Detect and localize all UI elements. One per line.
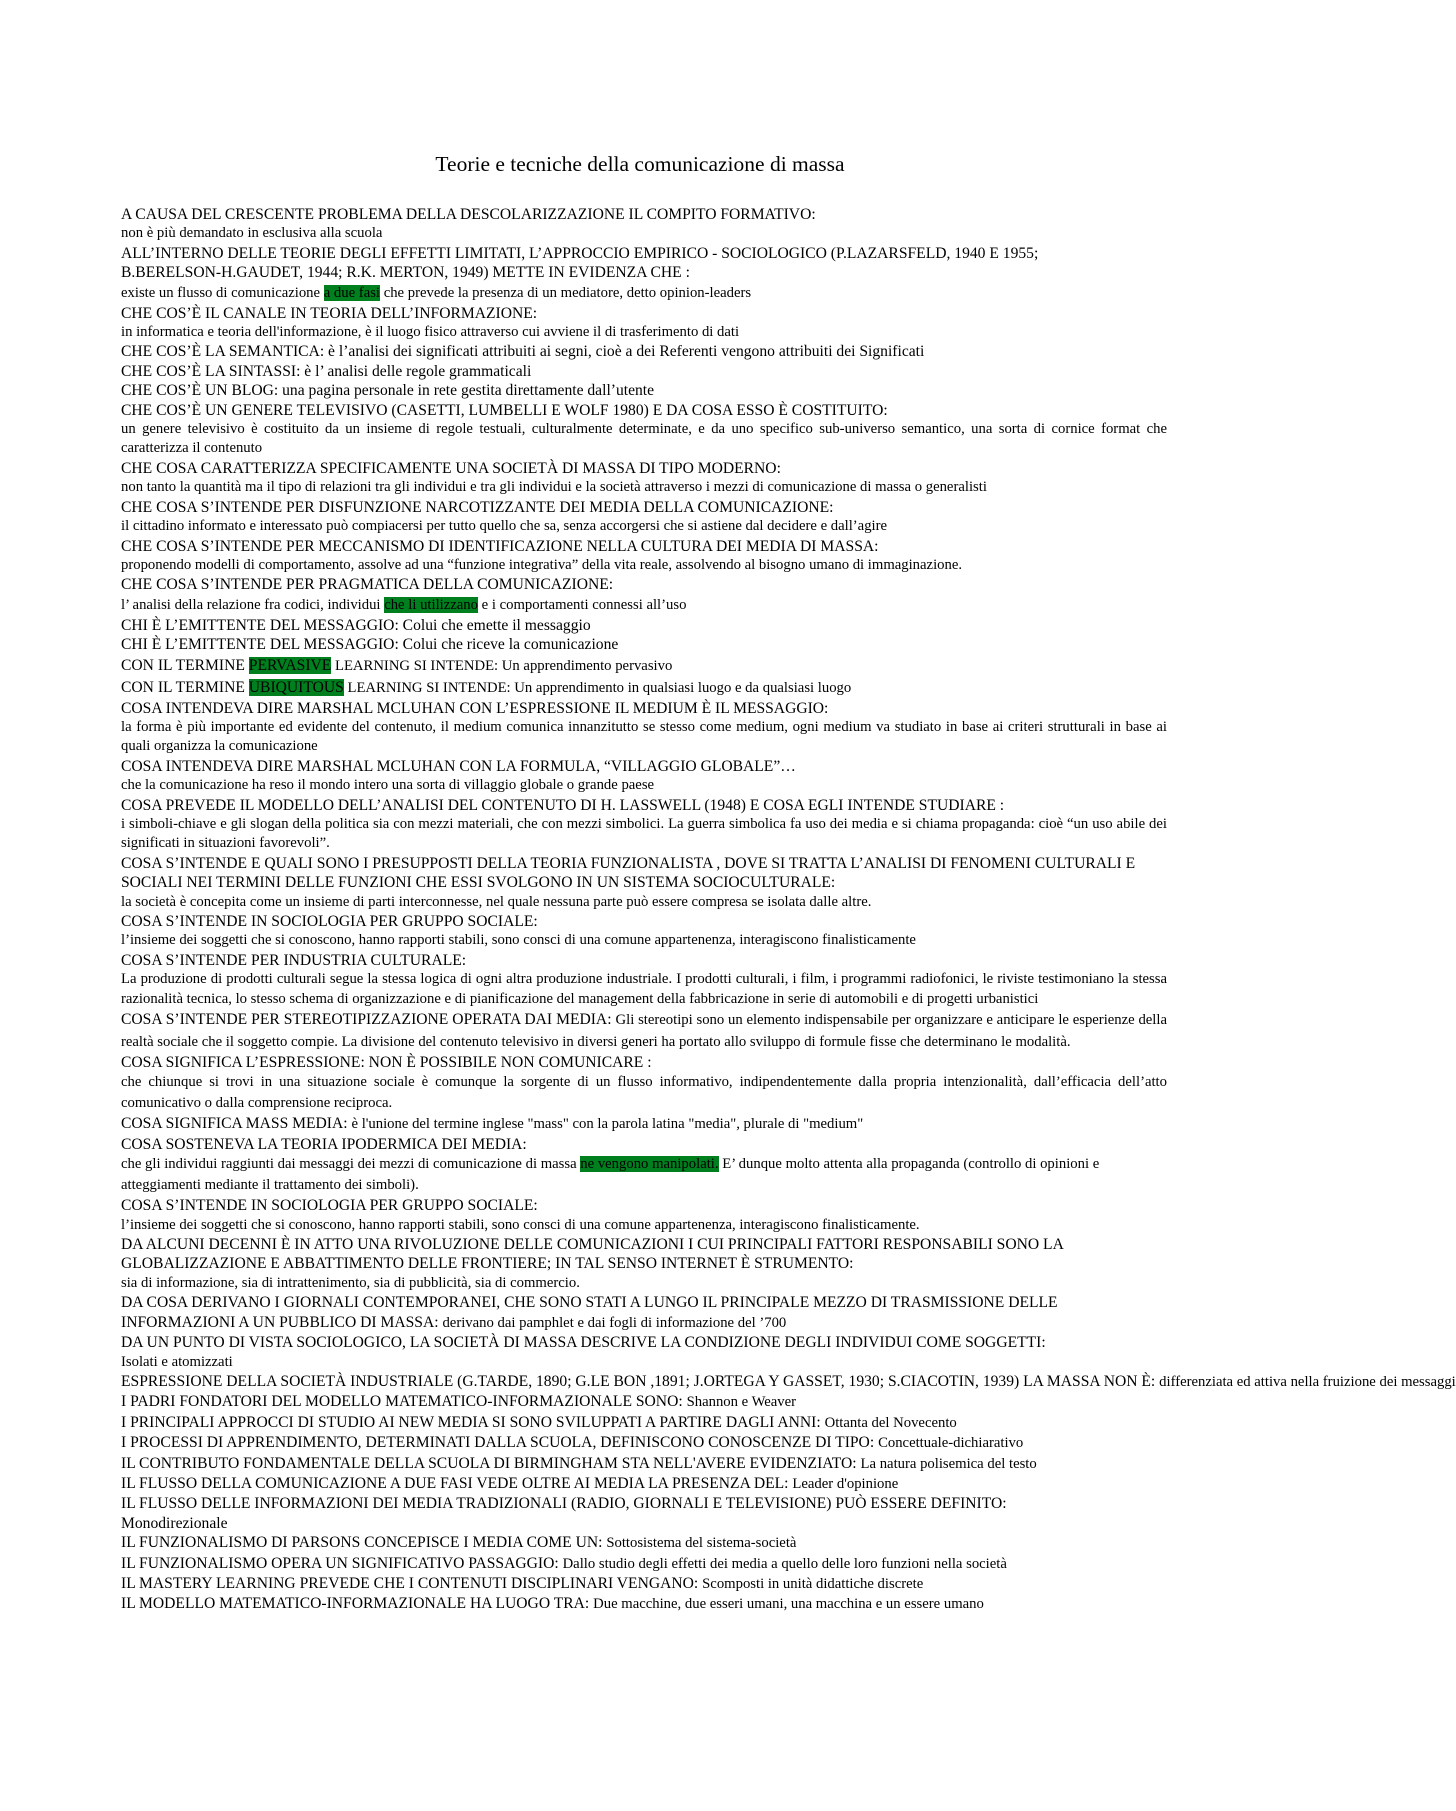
line-text: proponendo modelli di comportamento, assolve ad una “funzione integrativa” della vita reale, assolvendo al bisogno umano di immaginazione. [121,556,963,573]
line-text: COSA S’INTENDE E QUALI SONO I PRESUPPOSTI DELLA TEORIA FUNZIONALISTA , DOVE SI TRATTA L’ANALISI DI FENOMENI CULTURALI E SOCIALI NEI TERMINI DELLE FUNZIONI CHE ESSI SVOLGONO IN UN SISTEMA SOCIOCULTURALE: [121,854,1136,892]
document-title: Teorie e tecniche della comunicazione di massa [435,152,845,176]
document-line [121,1009,1167,1053]
line-answer-text: LEARNING SI INTENDE: Un apprendimento pervasivo [331,657,673,674]
document-line [121,854,1167,893]
line-text: Monodirezionale [121,1514,228,1532]
document-line [121,263,1167,282]
line-text: l’insieme dei soggetti che si conoscono, hanno rapporti stabili, sono consci di una comune appartenenza, interagiscono finalisticamente. [121,1216,920,1233]
line-answer-text: differenziata ed attiva nella fruizione dei messaggi [1159,1373,1456,1390]
document-line [121,1574,1167,1594]
document-line [121,498,1167,517]
line-answer-text: E’ dunque molto attenta alla propaganda (controllo di opinioni e atteggiamenti mediante il trattamento dei simboli). [121,1156,1100,1194]
line-text: DA UN PUNTO DI VISTA SOCIOLOGICO, LA SOCIETÀ DI MASSA DESCRIVE LA CONDIZIONE DEGLI INDIVIDUI COME SOGGETTI: [121,1334,1046,1352]
document-line [121,205,1167,224]
line-text: Isolati e atomizzati [121,1353,233,1370]
document-line [121,342,1167,361]
line-answer-text: Sottosistema del sistema-società [606,1535,797,1552]
line-text: in informatica e teoria dell'informazione, è il luogo fisico attraverso cui avviene il di trasferimento di dati [121,324,740,341]
document-line [121,1514,1167,1533]
line-text: IL FUNZIONALISMO OPERA UN SIGNIFICATIVO PASSAGGIO: [121,1554,563,1572]
document-line [121,1114,1167,1134]
line-answer-text: Dallo studio degli effetti dei media a quello delle loro funzioni nella società [562,1555,1007,1572]
document-line [121,323,1167,342]
line-text: ALL’INTERNO DELLE TEORIE DEGLI EFFETTI LIMITATI, L’APPROCCIO EMPIRICO - SOCIOLOGICO (P.LAZARSFELD, 1940 E 1955; [121,244,1039,262]
highlighted-text: PERVASIVE [248,656,332,674]
line-answer-text: Ottanta del Novecento [824,1414,957,1431]
document-line [121,401,1167,420]
document-line [121,1594,1167,1614]
line-text: la forma è più importante ed evidente del contenuto, il medium comunica innanzitutto se stesso come medium, ogni medium va studiato in base ai criteri strutturali in base ai quali organizza la comunicazione [121,718,1167,755]
line-text: CHE COSA S’INTENDE PER DISFUNZIONE NARCOTIZZANTE DEI MEDIA DELLA COMUNICAZIONE: [121,498,834,516]
line-text: CHE COSA CARATTERIZZA SPECIFICAMENTE UNA SOCIETÀ DI MASSA DI TIPO MODERNO: [121,459,781,477]
line-text: COSA SIGNIFICA L’ESPRESSIONE: NON È POSSIBILE NON COMUNICARE : [121,1054,652,1072]
line-text: CHE COSA S’INTENDE PER PRAGMATICA DELLA COMUNICAZIONE: [121,576,614,594]
line-text: COSA S’INTENDE IN SOCIOLOGIA PER GRUPPO SOCIALE: [121,1197,538,1215]
document-line [121,1353,1167,1372]
document-line [121,699,1167,718]
document-line [121,381,1167,400]
line-text: non è più demandato in esclusiva alla scuola [121,225,383,242]
document-line [121,951,1167,970]
document-line [121,362,1167,381]
highlighted-text: ne vengono manipolati. [580,1156,719,1173]
highlighted-text: a due fasi [323,284,381,301]
line-text: existe un flusso di comunicazione [121,284,324,301]
line-answer-text: Scomposti in unità didattiche discrete [702,1575,924,1592]
document-line [121,517,1167,536]
line-text: CHI È L’EMITTENTE DEL MESSAGGIO: Colui che riceve la comunicazione [121,636,619,654]
document-line [121,575,1167,594]
line-text: CHE COS’È IL CANALE IN TEORIA DELL’INFORMAZIONE: [121,304,538,322]
line-text: IL FLUSSO DELLE INFORMAZIONI DEI MEDIA TRADIZIONALI (RADIO, GIORNALI E TELEVISIONE) PUÒ ESSERE DEFINITO: [121,1495,1007,1513]
line-text: l’ analisi della relazione fra codici, individui [121,596,385,613]
line-answer-text: La natura polisemica del testo [860,1455,1037,1472]
line-answer-text: che prevede la presenza di un mediatore, detto opinion-leaders [380,284,752,301]
line-text: CON IL TERMINE [121,678,249,696]
line-text: CHE COS’È LA SEMANTICA: è l’analisi dei significati attribuiti ai segni, cioè a dei Referenti vengono attribuiti dei Significati [121,343,925,361]
line-text: IL FUNZIONALISMO DI PARSONS CONCEPISCE I MEDIA COME UN: [121,1534,607,1552]
document-line [121,1053,1167,1072]
line-text: che gli individui raggiunti dai messaggi dei mezzi di comunicazione di massa [121,1156,581,1173]
line-text: COSA S’INTENDE IN SOCIOLOGIA PER GRUPPO SOCIALE: [121,913,538,930]
line-text: IL FLUSSO DELLA COMUNICAZIONE A DUE FASI VEDE OLTRE AI MEDIA LA PRESENZA DEL: [121,1474,793,1492]
document-line [121,1474,1167,1494]
line-text: che la comunicazione ha reso il mondo intero una sorta di villaggio globale o grande paese [121,777,655,794]
document-line [121,796,1167,815]
line-answer-text: LEARNING SI INTENDE: Un apprendimento in qualsiasi luogo e da qualsiasi luogo [343,679,852,696]
line-text: CHE COSA S’INTENDE PER MECCANISMO DI IDENTIFICAZIONE NELLA CULTURA DEI MEDIA DI MASSA: [121,537,879,555]
line-text: COSA S’INTENDE PER INDUSTRIA CULTURALE: [121,951,467,969]
document-line [121,1135,1167,1154]
line-text: CON IL TERMINE [121,656,249,674]
line-text: il cittadino informato e interessato può compiacersi per tutto quello che sa, senza accorgersi che si astiene dal decidere e dall’agire [121,518,888,535]
line-text: CHE COS’È UN BLOG: una pagina personale in rete gestita direttamente dall’utente [121,382,655,400]
line-text: I PRINCIPALI APPROCCI DI STUDIO AI NEW MEDIA SI SONO SVILUPPATI A PARTIRE DAGLI ANNI: [121,1413,825,1431]
line-answer-text: Shannon e Weaver [686,1394,797,1411]
document-line [121,1196,1167,1215]
line-text: COSA SIGNIFICA MASS MEDIA: [121,1115,352,1133]
line-answer-text: e i comportamenti connessi all’uso [478,596,687,613]
document-line [121,1274,1167,1293]
line-text: IL CONTRIBUTO FONDAMENTALE DELLA SCUOLA DI BIRMINGHAM STA NELL'AVERE EVIDENZIATO: [121,1454,861,1472]
line-text: ESPRESSIONE DELLA SOCIETÀ INDUSTRIALE (G.TARDE, 1890; G.LE BON ,1891; J.ORTEGA Y GASSET, 1930; S.CIACOTIN, 1939) LA MASSA NON È: [121,1372,1160,1390]
line-text: CHE COS’È LA SINTASSI: è l’ analisi delle regole grammaticali [121,362,532,380]
document-line [121,776,1167,795]
line-text: non tanto la quantità ma il tipo di relazioni tra gli individui e tra gli individui e la società attraverso i mezzi di comunicazione di massa o generalisti [121,479,987,496]
document-line [121,1293,1167,1333]
document-line [121,595,1167,616]
document-line [121,1235,1167,1274]
line-text: COSA INTENDEVA DIRE MARSHAL MCLUHAN CON L’ESPRESSIONE IL MEDIUM È IL MESSAGGIO: [121,699,829,717]
document-line [121,1433,1167,1453]
document-line [121,244,1167,263]
line-text: che chiunque si trovi in una situazione sociale è comunque la sorgente di un flusso informativo, indipendentemente dalla propria intenzionalità, dall’efficacia dell’atto comunicativo o dalla comprensione reciproca. [121,1074,1167,1112]
document-line [121,459,1167,478]
document-line [121,1216,1167,1235]
document-line [121,718,1167,757]
document-line [121,304,1167,323]
line-text: l’insieme dei soggetti che si conoscono, hanno rapporti stabili, sono consci di una comune appartenenza, interagiscono finalisticamente [121,932,916,949]
line-text: la società è concepita come un insieme di parti interconnesse, nel quale nessuna parte può essere compresa se isolata dalle altre. [121,893,872,910]
document-line [121,1454,1167,1474]
line-text: DA ALCUNI DECENNI È IN ATTO UNA RIVOLUZIONE DELLE COMUNICAZIONI I CUI PRINCIPALI FATTORI RESPONSABILI SONO LA GLOBALIZZAZIONE E ABBATTIMENTO DELLE FRONTIERE; IN TAL SENSO INTERNET È STRUMENTO: [121,1236,1063,1273]
line-answer-text: Leader d'opinione [792,1475,899,1492]
line-answer-text: Due macchine, due esseri umani, una macchina e un essere umano [593,1596,984,1613]
document-line [121,224,1167,243]
document-body [121,205,1456,1615]
document-line [121,478,1167,497]
document-line [121,616,1167,635]
line-text: COSA PREVEDE IL MODELLO DELL’ANALISI DEL CONTENUTO DI H. LASSWELL (1948) E COSA EGLI INTENDE STUDIARE : [121,796,1005,814]
line-text: COSA S’INTENDE PER STEREOTIPIZZAZIONE OPERATA DAI MEDIA: [121,1011,616,1029]
line-text: A CAUSA DEL CRESCENTE PROBLEMA DELLA DESCOLARIZZAZIONE IL COMPITO FORMATIVO: [121,206,816,223]
document-line [121,635,1167,654]
line-text: IL MASTERY LEARNING PREVEDE CHE I CONTENUTI DISCIPLINARI VENGANO: [121,1574,703,1592]
document-line [121,655,1167,677]
document-line [121,1494,1167,1513]
document-line [121,677,1167,699]
document-line [121,1072,1167,1114]
line-text: sia di informazione, sia di intrattenimento, sia di pubblicità, sia di commercio. [121,1274,580,1291]
line-text: I PROCESSI DI APPRENDIMENTO, DETERMINATI DALLA SCUOLA, DEFINISCONO CONOSCENZE DI TIPO: [121,1434,879,1452]
document-line [121,556,1167,575]
line-text: COSA SOSTENEVA LA TEORIA IPODERMICA DEI MEDIA: [121,1135,527,1153]
line-answer-text: Concettuale-dichiarativo [878,1435,1024,1452]
document-line [121,1372,1456,1392]
document-line [121,537,1167,556]
document-line [121,1533,1167,1553]
line-text: IL MODELLO MATEMATICO-INFORMAZIONALE HA LUOGO TRA: [121,1595,594,1613]
document-line [121,970,1167,1009]
document-line [121,815,1167,854]
line-text: i simboli-chiave e gli slogan della politica sia con mezzi materiali, che con mezzi simbolici. La guerra simbolica fa uso dei media e si chiama propaganda: cioè “un uso abile dei significati in situazioni favorevoli”. [121,815,1167,852]
document-line [121,1333,1167,1352]
line-text: B.BERELSON-H.GAUDET, 1944; R.K. MERTON, 1949) METTE IN EVIDENZA CHE : [121,264,690,282]
document-line [121,757,1167,776]
highlighted-text: che li utilizzano [384,596,478,613]
document-line [121,931,1167,950]
line-text: I PADRI FONDATORI DEL MODELLO MATEMATICO-INFORMAZIONALE SONO: [121,1393,687,1411]
line-text: DA COSA DERIVANO I GIORNALI CONTEMPORANEI, CHE SONO STATI A LUNGO IL PRINCIPALE MEZZO DI TRASMISSIONE DELLE INFORMAZIONI A UN PUBBLICO DI MASSA: [121,1294,1058,1331]
line-answer-text: Gli stereotipi sono un elemento indispensabile per organizzare e anticipare le esperienze della realtà sociale che il soggetto compie. La divisione del contenuto televisivo in diversi generi ha portato allo sviluppo di formule fisse che determinano le modalità. [121,1012,1167,1051]
line-text: COSA INTENDEVA DIRE MARSHAL MCLUHAN CON LA FORMULA, “VILLAGGIO GLOBALE”… [121,757,796,775]
document-line [121,1392,1167,1412]
document-line [121,1554,1167,1574]
line-answer-text: derivano dai pamphlet e dai fogli di informazione del ’700 [442,1314,787,1331]
document-line [121,283,1167,304]
document-line [121,893,1167,912]
line-text: CHE COS’È UN GENERE TELEVISIVO (CASETTI, LUMBELLI E WOLF 1980) E DA COSA ESSO È COSTITUITO: [121,401,888,419]
document-line [121,1413,1167,1433]
highlighted-text: UBIQUITOUS [248,678,344,696]
line-text: CHI È L’EMITTENTE DEL MESSAGGIO: Colui che emette il messaggio [121,616,591,634]
line-text: un genere televisivo è costituito da un insieme di regole testuali, culturalmente determinate, e da uno specifico sub-universo semantico, una sorta di cornice format che caratterizza il contenuto [121,421,1167,457]
document-line [121,420,1167,459]
line-text: La produzione di prodotti culturali segue la stessa logica di ogni altra produzione industriale. I prodotti culturali, i film, i programmi radiofonici, le riviste testimoniano la stessa razionalità tecnica, lo stesso schema di organizzazione e di pianificazione del management della fabbricazione in serie di automobili e di progetti urbanistici [121,971,1167,1007]
document-line [121,912,1167,931]
document-line [121,1154,1167,1196]
line-answer-text: è l'unione del termine inglese "mass" con la parola latina "media", plurale di "medium" [351,1116,864,1133]
